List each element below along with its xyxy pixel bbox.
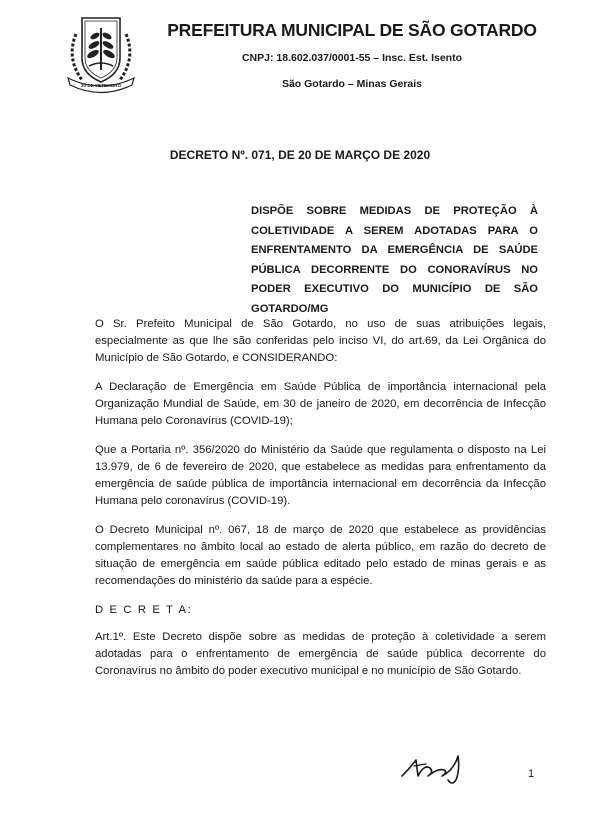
municipal-crest-logo — [58, 14, 144, 94]
consideration-paragraph-2: Que a Portaria nº. 356/2020 do Ministério da Saúde que regulamenta o disposto na Lei 13.979, de 6 de fevereiro de 2020, que estabelece as medidas para enfrentamento da emergência de saúde pública de importância internacional em decorrência da Infecção Humana pelo coronavírus (COVID-19). — [95, 444, 546, 507]
article-1-paragraph: Art.1º. Este Decreto dispõe sobre as medidas de proteção à coletividade a serem adotadas para o enfrentamento de emergência de saúde pública decorrente do Coronavírus no âmbito do poder executivo municipal e no município de São Gotardo. — [95, 631, 546, 677]
city-line: São Gotardo – Minas Gerais — [281, 78, 423, 90]
decree-ementa: DISPÕE SOBRE MEDIDAS DE PROTEÇÃO À COLETIVIDADE A SEREM ADOTADAS PARA O ENFRENTAMENTO DA EMERGÊNCIA DE SAÚDE PÚBLICA DECORRENTE DO CONORAVÍRUS NO PODER EXECUTIVO DO MUNICÍPIO DE SÃO GOTARDO/MG — [251, 205, 538, 315]
decreta-heading: D E C R E T A: — [95, 604, 193, 616]
cnpj-line: CNPJ: 18.602.037/0001-55 – Insc. Est. Isento — [241, 52, 463, 64]
crest-ribbon-text: 20 DE SETEMBRO — [80, 83, 122, 88]
consideration-paragraph-1: A Declaração de Emergência em Saúde Pública de importância internacional pela Organização Mundial de Saúde, em 30 de janeiro de 2020, em decorrência de Infecção Humana pelo Coronavírus (COVID-19); — [95, 381, 546, 427]
page-number: 1 — [528, 768, 535, 780]
decree-title: DECRETO Nº. 071, DE 20 DE MARÇO DE 2020 — [169, 148, 431, 162]
handwritten-signature — [398, 746, 490, 786]
municipality-title: PREFEITURA MUNICIPAL DE SÃO GOTARDO — [167, 20, 537, 40]
intro-paragraph: O Sr. Prefeito Municipal de São Gotardo, no uso de suas atribuições legais, especialmente as que lhe são conferidas pelo inciso VI, do art.69, da Lei Orgânica do Município de São Gotardo, e CONSIDERANDO: — [95, 318, 546, 364]
consideration-paragraph-3: O Decreto Municipal nº. 067, 18 de março de 2020 que estabelece as providências complementares no âmbito local ao estado de alerta público, em razão do decreto de situação de emergência em saúde pública editado pelo estado de minas gerais e as recomendações do ministério da saúde para a espécie. — [95, 524, 546, 587]
decree-body — [95, 316, 546, 692]
